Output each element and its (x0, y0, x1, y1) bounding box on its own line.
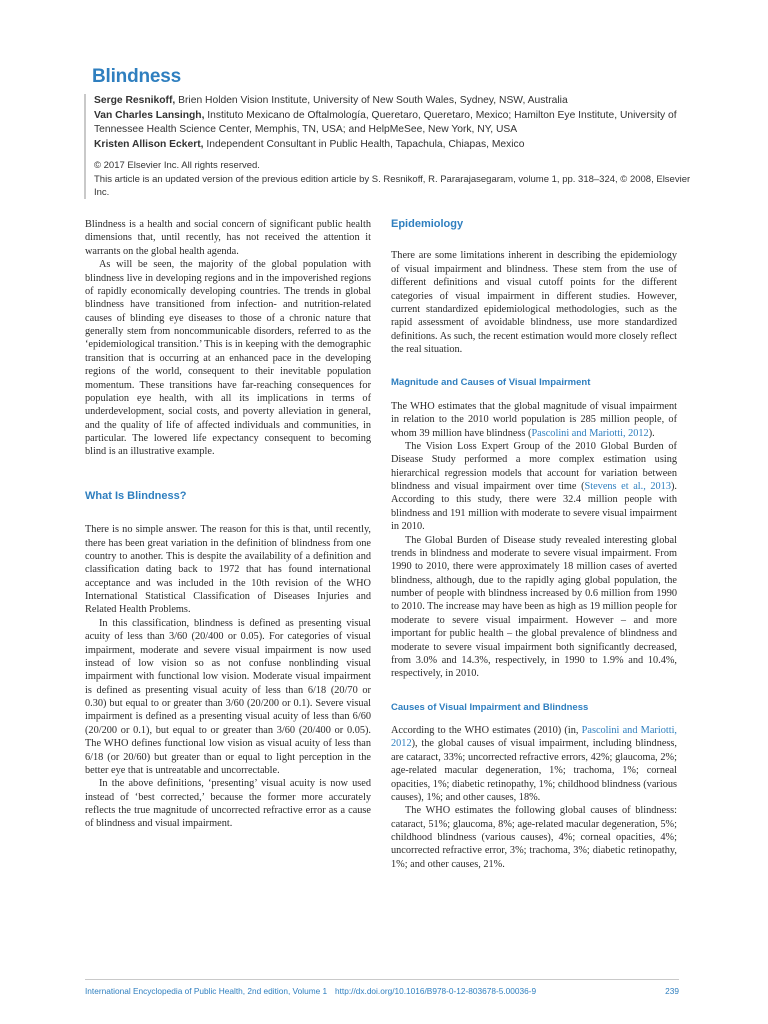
causes-impairment-paragraph (391, 724, 677, 804)
text-run: ). According to this study, there were 32.4 million people with blindness and 191 million with moderate to severe visual impairment in 2010. (391, 481, 677, 533)
copyright-notice: © 2017 Elsevier Inc. All rights reserved. (94, 160, 260, 172)
text-run: The Vision Loss Expert Group of the 2010 Global Burden of Disease Study performed a more complex estimation using hierarchical regression models that account for variation between blindness and visual impairment over time ( (391, 440, 677, 492)
article-title: Blindness (92, 66, 181, 87)
epidemiology-paragraph: There are some limitations inherent in describing the epidemiology of visual impairment and blindness. These stem from the use of different definitions and visual cutoff points for the different categories of visual impairment in different studies. However, current standardized epidemiological methodologies, such as the rapid assessment of avoidable blindness, use more standardized definitions. As such, the recent estimation would more closely reflect the real situation. (391, 250, 677, 355)
text-run: The WHO estimates that the global magnitude of visual impairment in relation to the 2010 world population is 285 million people, of whom 39 million have blindness ( (391, 400, 677, 439)
page-footer (85, 979, 679, 996)
text-run: ), the global causes of visual impairment, including blindness, are cataract, 33%; uncorrected refractive errors, 42%; glaucoma, 2%; age-related macular degeneration, 1%; trachoma, 1%; corneal opacities, 1%; diabetic retinopathy, 1%; childhood blindness (various causes), 1%; and other causes, 18%. (391, 738, 677, 803)
header-block (84, 94, 694, 199)
journal-citation: International Encyclopedia of Public Health, 2nd edition, Volume 1 (85, 986, 328, 996)
author-list (94, 94, 694, 152)
author-name: Kristen Allison Eckert, (94, 138, 204, 150)
presenting-acuity-paragraph: In the above definitions, ‘presenting’ visual acuity is now used instead of ‘best corrected,’ because the former more accurately reflects the true magnitude of uncorrected refractive error as a cause of blindness and visual impairment. (85, 778, 371, 830)
subsection-heading-magnitude: Magnitude and Causes of Visual Impairment (391, 377, 591, 389)
author-entry (94, 109, 694, 138)
author-affiliation: Instituto Mexicano de Oftalmología, Queretaro, Queretaro, Mexico; Hamilton Eye Institute, University of Tennessee Health Science Center, Memphis, TN, USA; and HelpMeSee, New York, NY, USA (94, 109, 677, 136)
transition-paragraph: As will be seen, the majority of the global population with blindness live in developing regions and in the impoverished regions of rapidly economically developing countries. The trends in global blindness have transitioned from infection- and nutrition-related causes of blinding eye diseases to those of a chronic nature that generally stem from noncommunicable disorders, referred to as the ‘epidemiological transition.’ This is in keeping with the demographic transition that is occurring at an enhanced pace in the developing regions of the world, consequent to their inevitable population momentum. These transitions have far-reaching consequences for population eye health, with all its implications in terms of underdevelopment, social costs, and poverty alleviation in general, and the quality of life of affected individuals and communities, in particular. The lowered life expectancy consequent to becoming blind is an illustrative example. (85, 259, 371, 458)
author-affiliation: Brien Holden Vision Institute, University of New South Wales, Sydney, NSW, Australia (175, 95, 568, 106)
trends-paragraph: The Global Burden of Disease study revealed interesting global trends in blindness and moderate to severe visual impairment. From 1990 to 2010, there were approximately 18 million cases of averted blindness, although, due to the rapidly aging global population, the number of people with blindness increased by 0.6 million from 1990 to 2010. The increase may have been as high as 19 million people for moderate to severe visual impairment. However – and more important for public health – the global prevalence of blindness and moderate to severe visual impairment both significantly decreased, from 3.0% and 14.3%, respectively, in 1990 to 1.9% and 10.4%, respectively, in 2010. (391, 534, 677, 680)
subsection-heading-causes: Causes of Visual Impairment and Blindness (391, 701, 589, 713)
section-heading-what-is-blindness: What Is Blindness? (85, 489, 187, 502)
citation-link[interactable]: Pascolini and Mariotti, 2012 (391, 725, 677, 750)
left-column (85, 218, 371, 831)
citation-link[interactable]: Pascolini and Mariotti, 2012 (531, 427, 649, 439)
classification-paragraph: In this classification, blindness is defined as presenting visual acuity of less than 3/60 (20/400 or 0.05). For categories of visual impairment, moderate and severe visual impairment is now used instead of low vision so as not confuse nonblinding visual impairment with functional low vision. Moderate visual impairment is defined as presenting visual acuity of less than 6/18 (20/70 or 0.30) but equal to or greater than 3/60 (20/200 or 0.1). Severe visual impairment is defined as a presenting visual acuity of less than 6/60 (20/200 or 0.1), but equal to or greater than 3/60 (20/400 or 0.05). The WHO defines functional low vision as visual acuity of less than 6/18 (or 20/60) but greater than or equal to light perception in the better eye that is untreatable and uncorrectable. (85, 617, 371, 776)
text-run: According to the WHO estimates (2010) (in, (391, 725, 582, 736)
intro-paragraph: Blindness is a health and social concern of significant public health dimensions that, until recently, has not received the attention it warrants on the global health agenda. (85, 219, 371, 257)
gbd-paragraph (391, 440, 677, 534)
author-affiliation: Independent Consultant in Public Health, Tapachula, Chiapas, Mexico (203, 138, 525, 150)
page-number: 239 (665, 986, 679, 996)
right-column (391, 218, 677, 871)
text-run: ). (648, 427, 655, 439)
section-heading-epidemiology: Epidemiology (391, 218, 464, 230)
doi-link[interactable]: http://dx.doi.org/10.1016/B978-0-12-803678-5.00036-9 (335, 986, 537, 996)
definition-paragraph: There is no simple answer. The reason for this is that, until recently, there has been great variation in the definition of blindness from one country to another. This is despite the availability of a definition and classification dating back to 1972 that has found international acceptance and was included in the 10th revision of the WHO International Statistical Classification of Diseases Injuries and Related Health Problems. (85, 524, 371, 616)
citation-link[interactable]: Stevens et al., 2013 (584, 481, 671, 492)
who-estimates-paragraph (391, 400, 677, 440)
author-entry (94, 94, 694, 109)
author-entry (94, 138, 694, 153)
update-note: This article is an updated version of the previous edition article by S. Resnikoff, R. Pararajasegaram, volume 1, pp. 318–324, © 2008, Elsevier Inc. (94, 173, 691, 198)
article-header (84, 66, 694, 199)
causes-blindness-paragraph: The WHO estimates the following global causes of blindness: cataract, 51%; glaucoma, 8%; age-related macular degeneration, 5%; childhood blindness (various causes), 4%; corneal opacities, 4%; uncorrected refractive error, 3%; trachoma, 3%; diabetic retinopathy, 1%; and other causes, 21%. (391, 805, 677, 870)
rights-block (94, 159, 694, 199)
author-name: Van Charles Lansingh, (94, 109, 205, 121)
author-name: Serge Resnikoff, (94, 95, 176, 106)
